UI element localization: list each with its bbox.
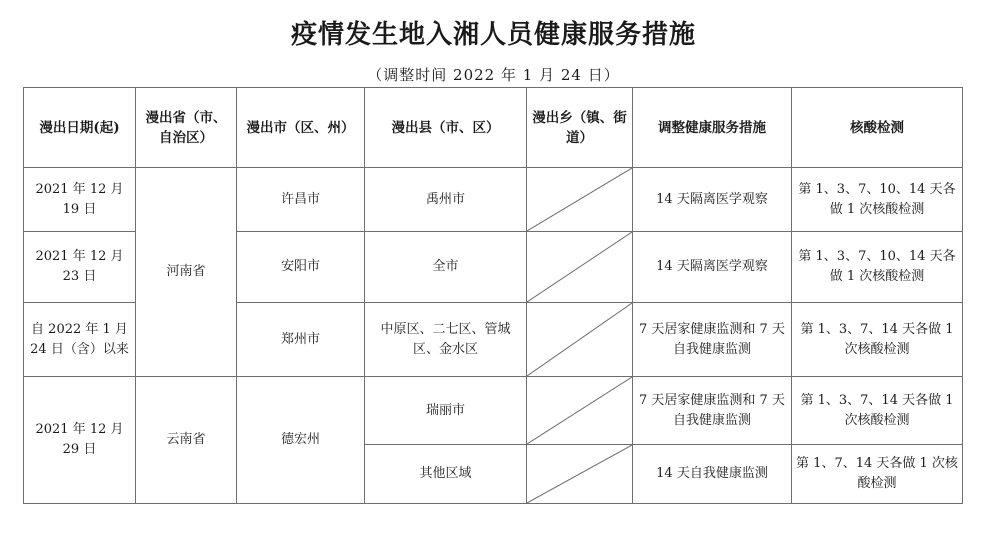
county-cell: 中原区、二七区、管城区、金水区 [365, 303, 527, 377]
header-row [24, 88, 963, 168]
table-row [24, 377, 963, 445]
test-cell: 第 1、3、7、14 天各做 1 次核酸检测 [792, 303, 963, 377]
city-cell: 德宏州 [237, 377, 365, 504]
measure-cell: 7 天居家健康监测和 7 天自我健康监测 [633, 377, 792, 445]
township-cell-empty [527, 377, 633, 445]
county-cell: 全市 [365, 232, 527, 303]
diagonal-line [527, 168, 632, 231]
township-cell-empty [527, 445, 633, 504]
header-county: 漫出县（市、区） [365, 88, 527, 168]
header-province: 漫出省（市、自治区） [136, 88, 237, 168]
city-cell: 郑州市 [237, 303, 365, 377]
test-cell: 第 1、3、7、14 天各做 1 次核酸检测 [792, 377, 963, 445]
date-cell: 2021 年 12 月 23 日 [24, 232, 136, 303]
document-title: 疫情发生地入湘人员健康服务措施 [290, 20, 696, 50]
diagonal-line [527, 232, 632, 302]
header-date: 漫出日期(起) [24, 88, 136, 168]
province-cell: 河南省 [136, 168, 237, 377]
diagonal-line [527, 445, 632, 503]
city-cell: 安阳市 [237, 232, 365, 303]
date-cell: 2021 年 12 月 19 日 [24, 168, 136, 232]
measure-cell: 14 天隔离医学观察 [633, 232, 792, 303]
header-measure: 调整健康服务措施 [633, 88, 792, 168]
header-test: 核酸检测 [792, 88, 963, 168]
county-cell: 瑞丽市 [365, 377, 527, 445]
date-cell: 自 2022 年 1 月 24 日（含）以来 [24, 303, 136, 377]
test-cell: 第 1、3、7、10、14 天各做 1 次核酸检测 [792, 232, 963, 303]
measures-table [23, 87, 963, 504]
date-cell: 2021 年 12 月 29 日 [24, 377, 136, 504]
measure-cell: 14 天自我健康监测 [633, 445, 792, 504]
township-cell-empty [527, 232, 633, 303]
diagonal-line [527, 377, 632, 444]
document-subtitle: （调整时间 2022 年 1 月 24 日） [367, 66, 620, 84]
township-cell-empty [527, 168, 633, 232]
header-township: 漫出乡（镇、街道） [527, 88, 633, 168]
diagonal-line [527, 303, 632, 376]
table-row [24, 168, 963, 232]
province-cell: 云南省 [136, 377, 237, 504]
test-cell: 第 1、7、14 天各做 1 次核酸检测 [792, 445, 963, 504]
city-cell: 许昌市 [237, 168, 365, 232]
measure-cell: 14 天隔离医学观察 [633, 168, 792, 232]
test-cell: 第 1、3、7、10、14 天各做 1 次核酸检测 [792, 168, 963, 232]
township-cell-empty [527, 303, 633, 377]
header-city: 漫出市（区、州） [237, 88, 365, 168]
county-cell: 禹州市 [365, 168, 527, 232]
county-cell: 其他区域 [365, 445, 527, 504]
measure-cell: 7 天居家健康监测和 7 天自我健康监测 [633, 303, 792, 377]
